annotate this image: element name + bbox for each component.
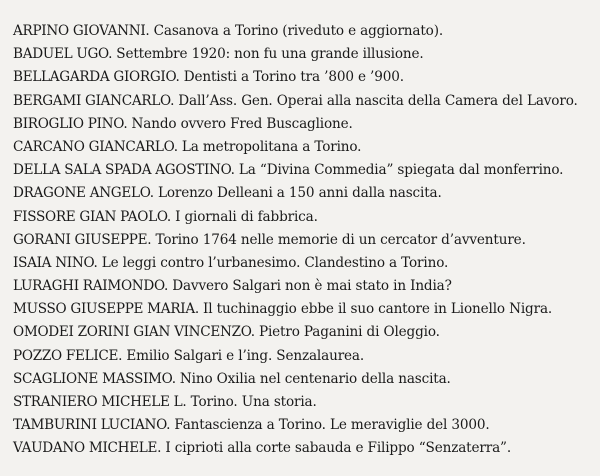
author-name: BIROGLIO PINO.: [13, 115, 128, 132]
list-item: [13, 43, 598, 66]
list-item: [13, 275, 598, 298]
author-name: SCAGLIONE MASSIMO.: [13, 370, 176, 387]
list-item: [13, 252, 598, 275]
list-item: [13, 391, 598, 414]
list-item: [13, 229, 598, 252]
list-item: [13, 206, 598, 229]
article-title: Settembre 1920: non fu una grande illusione.: [116, 46, 424, 63]
author-name: TAMBURINI LUCIANO.: [13, 417, 171, 434]
article-title: Torino 1764 nelle memorie di un cercator d’avventure.: [155, 231, 526, 248]
author-name: DRAGONE ANGELO.: [13, 185, 154, 202]
author-name: BERGAMI GIANCARLO.: [13, 92, 175, 109]
author-name: BADUEL UGO.: [13, 46, 113, 63]
author-name: VAUDANO MICHELE.: [13, 440, 162, 457]
article-title: Casanova a Torino (riveduto e aggiornato).: [153, 23, 444, 39]
author-name: DELLA SALA SPADA AGOSTINO.: [13, 162, 235, 179]
article-title: Le leggi contro l’urbanesimo. Clandestino a Torino.: [101, 254, 449, 271]
author-name: FISSORE GIAN PAOLO.: [13, 208, 171, 225]
author-name: ISAIA NINO.: [13, 254, 98, 271]
article-title: Fantascienza a Torino. Le meraviglie del 3000.: [174, 417, 490, 434]
author-name: BELLAGARDA GIORGIO.: [13, 69, 180, 86]
author-name: OMODEI ZORINI GIAN VINCENZO.: [13, 324, 255, 341]
author-title-list: [13, 20, 598, 461]
article-title: Lorenzo Delleani a 150 anni dalla nascita.: [157, 185, 442, 202]
author-name: GORANI GIUSEPPE.: [13, 231, 152, 248]
author-name: POZZO FELICE.: [13, 347, 123, 364]
list-item: [13, 20, 598, 43]
list-item: [13, 113, 598, 136]
article-title: Dall’Ass. Gen. Operai alla nascita della Camera del Lavoro.: [178, 92, 578, 109]
list-item: [13, 321, 598, 344]
list-item: [13, 414, 598, 437]
list-item: [13, 298, 598, 321]
article-title: La metropolitana a Torino.: [181, 138, 362, 155]
list-item: [13, 345, 598, 368]
list-item: [13, 90, 598, 113]
list-item: [13, 66, 598, 89]
article-title: Il tuchinaggio ebbe il suo cantore in Lionello Nigra.: [203, 301, 553, 318]
article-title: Dentisti a Torino tra ’800 e ’900.: [183, 69, 404, 86]
article-title: Nando ovvero Fred Buscaglione.: [131, 115, 353, 132]
author-name: ARPINO GIOVANNI.: [13, 23, 150, 39]
list-item: [13, 159, 598, 182]
list-item: [13, 182, 598, 205]
author-name: LURAGHI RAIMONDO.: [13, 278, 169, 295]
article-title: Pietro Paganini di Oleggio.: [258, 324, 440, 341]
author-name: STRANIERO MICHELE L.: [13, 394, 187, 410]
list-item: [13, 368, 598, 391]
author-name: MUSSO GIUSEPPE MARIA.: [13, 301, 199, 318]
article-title: I ciprioti alla corte sabauda e Filippo “Senzaterra”.: [165, 440, 511, 457]
article-title: La “Divina Commedia” spiegata dal monferrino.: [238, 162, 564, 179]
list-item: [13, 136, 598, 159]
article-title: Emilio Salgari e l’ing. Senzalaurea.: [126, 347, 365, 364]
article-title: Davvero Salgari non è mai stato in India?: [172, 278, 452, 295]
article-title: Nino Oxilia nel centenario della nascita.: [179, 370, 451, 387]
list-item: [13, 437, 598, 460]
article-title: I giornali di fabbrica.: [175, 208, 318, 225]
author-name: CARCANO GIANCARLO.: [13, 138, 178, 155]
article-title: Torino. Una storia.: [190, 394, 317, 410]
